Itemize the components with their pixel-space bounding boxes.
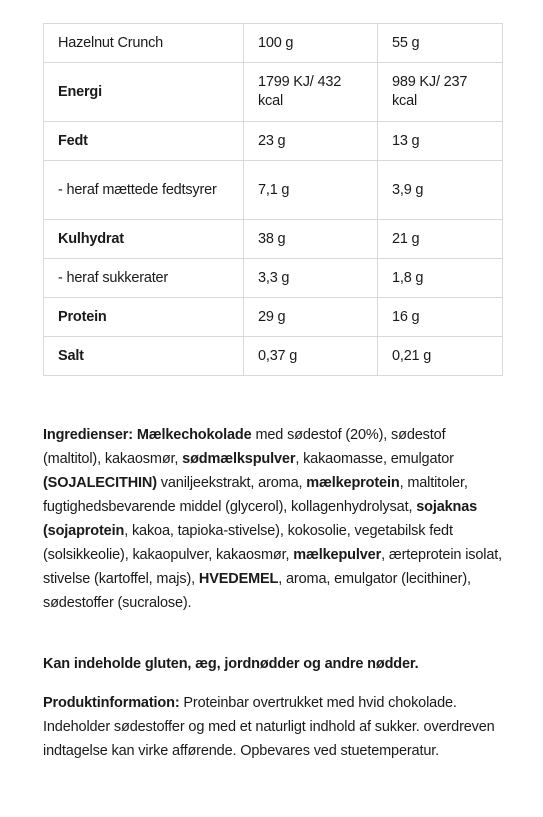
nutrient-label: Kulhydrat	[44, 220, 244, 259]
value-100g: 29 g	[244, 298, 378, 337]
ingredient-text: , kakaomasse, emulgator	[295, 451, 454, 467]
ingredient-highlight: HVEDEMEL	[198, 571, 279, 587]
value-100g: 23 g	[244, 122, 378, 161]
value-55g: 1,8 g	[378, 259, 503, 298]
nutrient-label: Salt	[44, 337, 244, 376]
product-info-label: Produktinformation:	[43, 695, 180, 711]
ingredient-highlight: mælkepulver	[293, 547, 382, 563]
nutrition-table	[43, 23, 503, 376]
product-info-paragraph	[43, 691, 505, 763]
value-55g: 3,9 g	[378, 161, 503, 220]
ingredient-text: vaniljeekstrakt, aroma,	[156, 475, 307, 491]
value-55g: 21 g	[378, 220, 503, 259]
value-100g: 1799 KJ/ 432 kcal	[244, 63, 378, 122]
value-100g: 38 g	[244, 220, 378, 259]
product-name-cell: Hazelnut Crunch	[44, 24, 244, 63]
per-100g-header: 100 g	[244, 24, 378, 63]
value-55g: 0,21 g	[378, 337, 503, 376]
ingredient-highlight: sødmælkspulver	[182, 451, 296, 467]
ingredient-text: med sødestof (20%), sødestof (maltitol), kakaosmør,	[43, 427, 446, 467]
ingredients-paragraph	[43, 423, 505, 615]
ingredient-text: , kakoa, tapioka-stivelse), kokosolie, vegetabilsk fedt (solsikkeolie), kakaopulver, kakaosmør,	[43, 523, 453, 563]
table-row	[44, 63, 503, 122]
ingredient-text: , aroma, emulgator (lecithiner), sødestoffer (sucralose).	[43, 571, 471, 611]
value-100g: 0,37 g	[244, 337, 378, 376]
nutrient-label: Fedt	[44, 122, 244, 161]
nutrient-label: - heraf mættede fedtsyrer	[44, 161, 244, 220]
per-55g-header: 55 g	[378, 24, 503, 63]
nutrient-label: - heraf sukkerater	[44, 259, 244, 298]
value-55g: 989 KJ/ 237 kcal	[378, 63, 503, 122]
product-info-text: Proteinbar overtrukket med hvid chokolade. Indeholder sødestoffer og med et naturligt indhold af sukker. overdreven indtagelse kan virke afførende. Opbevares ved stuetemperatur.	[43, 695, 495, 759]
value-55g: 13 g	[378, 122, 503, 161]
ingredient-highlight: sojaknas (sojaprotein	[43, 499, 478, 539]
table-row	[44, 220, 503, 259]
nutrient-label: Energi	[44, 63, 244, 122]
ingredient-text: , maltitoler, fugtighedsbevarende middel (glycerol), kollagenhydrolysat,	[43, 475, 468, 515]
table-header-row	[44, 24, 503, 63]
ingredients-label: Ingredienser:	[43, 427, 133, 443]
table-row	[44, 337, 503, 376]
allergen-warning: Kan indeholde gluten, æg, jordnødder og andre nødder.	[43, 656, 419, 672]
table-row	[44, 298, 503, 337]
table-row	[44, 122, 503, 161]
nutrient-label: Protein	[44, 298, 244, 337]
table-row	[44, 161, 503, 220]
value-55g: 16 g	[378, 298, 503, 337]
table-row	[44, 259, 503, 298]
ingredient-text: , ærteprotein isolat, stivelse (kartoffel, majs),	[43, 547, 503, 587]
value-100g: 3,3 g	[244, 259, 378, 298]
ingredient-highlight: Mælkechokolade	[136, 427, 252, 443]
ingredient-highlight: (SOJALECITHIN)	[43, 475, 157, 491]
value-100g: 7,1 g	[244, 161, 378, 220]
ingredient-highlight: mælkeprotein	[306, 475, 400, 491]
